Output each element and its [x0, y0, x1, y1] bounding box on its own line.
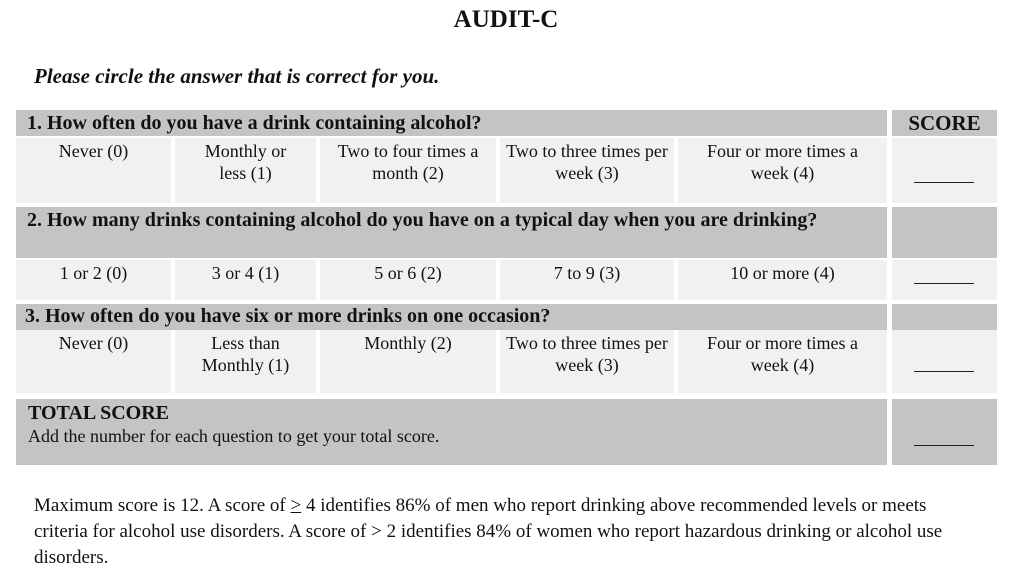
score-column-header: SCORE	[892, 110, 997, 136]
q2-option-1[interactable]: 1 or 2 (0)	[16, 260, 171, 300]
q2-option-5[interactable]: 10 or more (4)	[678, 260, 887, 300]
ge-symbol: >	[290, 495, 302, 516]
q2-score-cell[interactable]	[892, 260, 997, 300]
q2-option-2[interactable]: 3 or 4 (1)	[175, 260, 316, 300]
scoring-note: Maximum score is 12. A score of > 4 identifies 86% of men who report drinking above recommended levels or meets criteria for alcohol use disorders. A score of > 2 identifies 84% of women who report hazardous drinking or alcohol use disorders.	[34, 495, 943, 568]
q3-score-header-cell	[892, 304, 997, 330]
q3-score-blank[interactable]	[914, 371, 974, 372]
question-3-text: 3. How often do you have six or more drinks on one occasion?	[25, 305, 551, 327]
q1-option-4[interactable]: Two to three times per week (3)	[500, 138, 674, 203]
total-score-blank[interactable]	[914, 445, 974, 446]
q2-score-blank[interactable]	[914, 283, 974, 284]
q3-option-1[interactable]: Never (0)	[16, 330, 171, 393]
question-1-header	[16, 110, 887, 136]
total-score-row	[16, 399, 887, 465]
q1-option-5[interactable]: Four or more times a week (4)	[678, 138, 887, 203]
q1-score-blank[interactable]	[914, 182, 974, 183]
q2-option-3[interactable]: 5 or 6 (2)	[320, 260, 496, 300]
q1-score-cell[interactable]	[892, 138, 997, 203]
q3-option-2[interactable]: Less than Monthly (1)	[175, 330, 316, 393]
q3-option-3[interactable]: Monthly (2)	[320, 330, 496, 393]
q2-score-header-cell	[892, 207, 997, 258]
q3-option-4[interactable]: Two to three times per week (3)	[500, 330, 674, 393]
instruction-text: Please circle the answer that is correct for you.	[34, 64, 440, 88]
question-1-text: 1. How often do you have a drink containing alcohol?	[27, 112, 482, 134]
question-2-text: 2. How many drinks containing alcohol do you have on a typical day when you are drinking?	[27, 209, 818, 231]
q1-option-3[interactable]: Two to four times a month (2)	[320, 138, 496, 203]
q3-option-5[interactable]: Four or more times a week (4)	[678, 330, 887, 393]
q2-option-4[interactable]: 7 to 9 (3)	[500, 260, 674, 300]
total-score-instruction: Add the number for each question to get your total score.	[28, 426, 440, 446]
total-score-label: TOTAL SCORE	[28, 402, 169, 424]
q3-score-cell[interactable]	[892, 330, 997, 393]
question-3-header	[16, 304, 887, 330]
q1-option-2[interactable]: Monthly or less (1)	[175, 138, 316, 203]
q1-option-1[interactable]: Never (0)	[16, 138, 171, 203]
form-title: AUDIT-C	[453, 6, 559, 33]
total-score-cell[interactable]	[892, 399, 997, 465]
question-2-header	[16, 207, 887, 258]
